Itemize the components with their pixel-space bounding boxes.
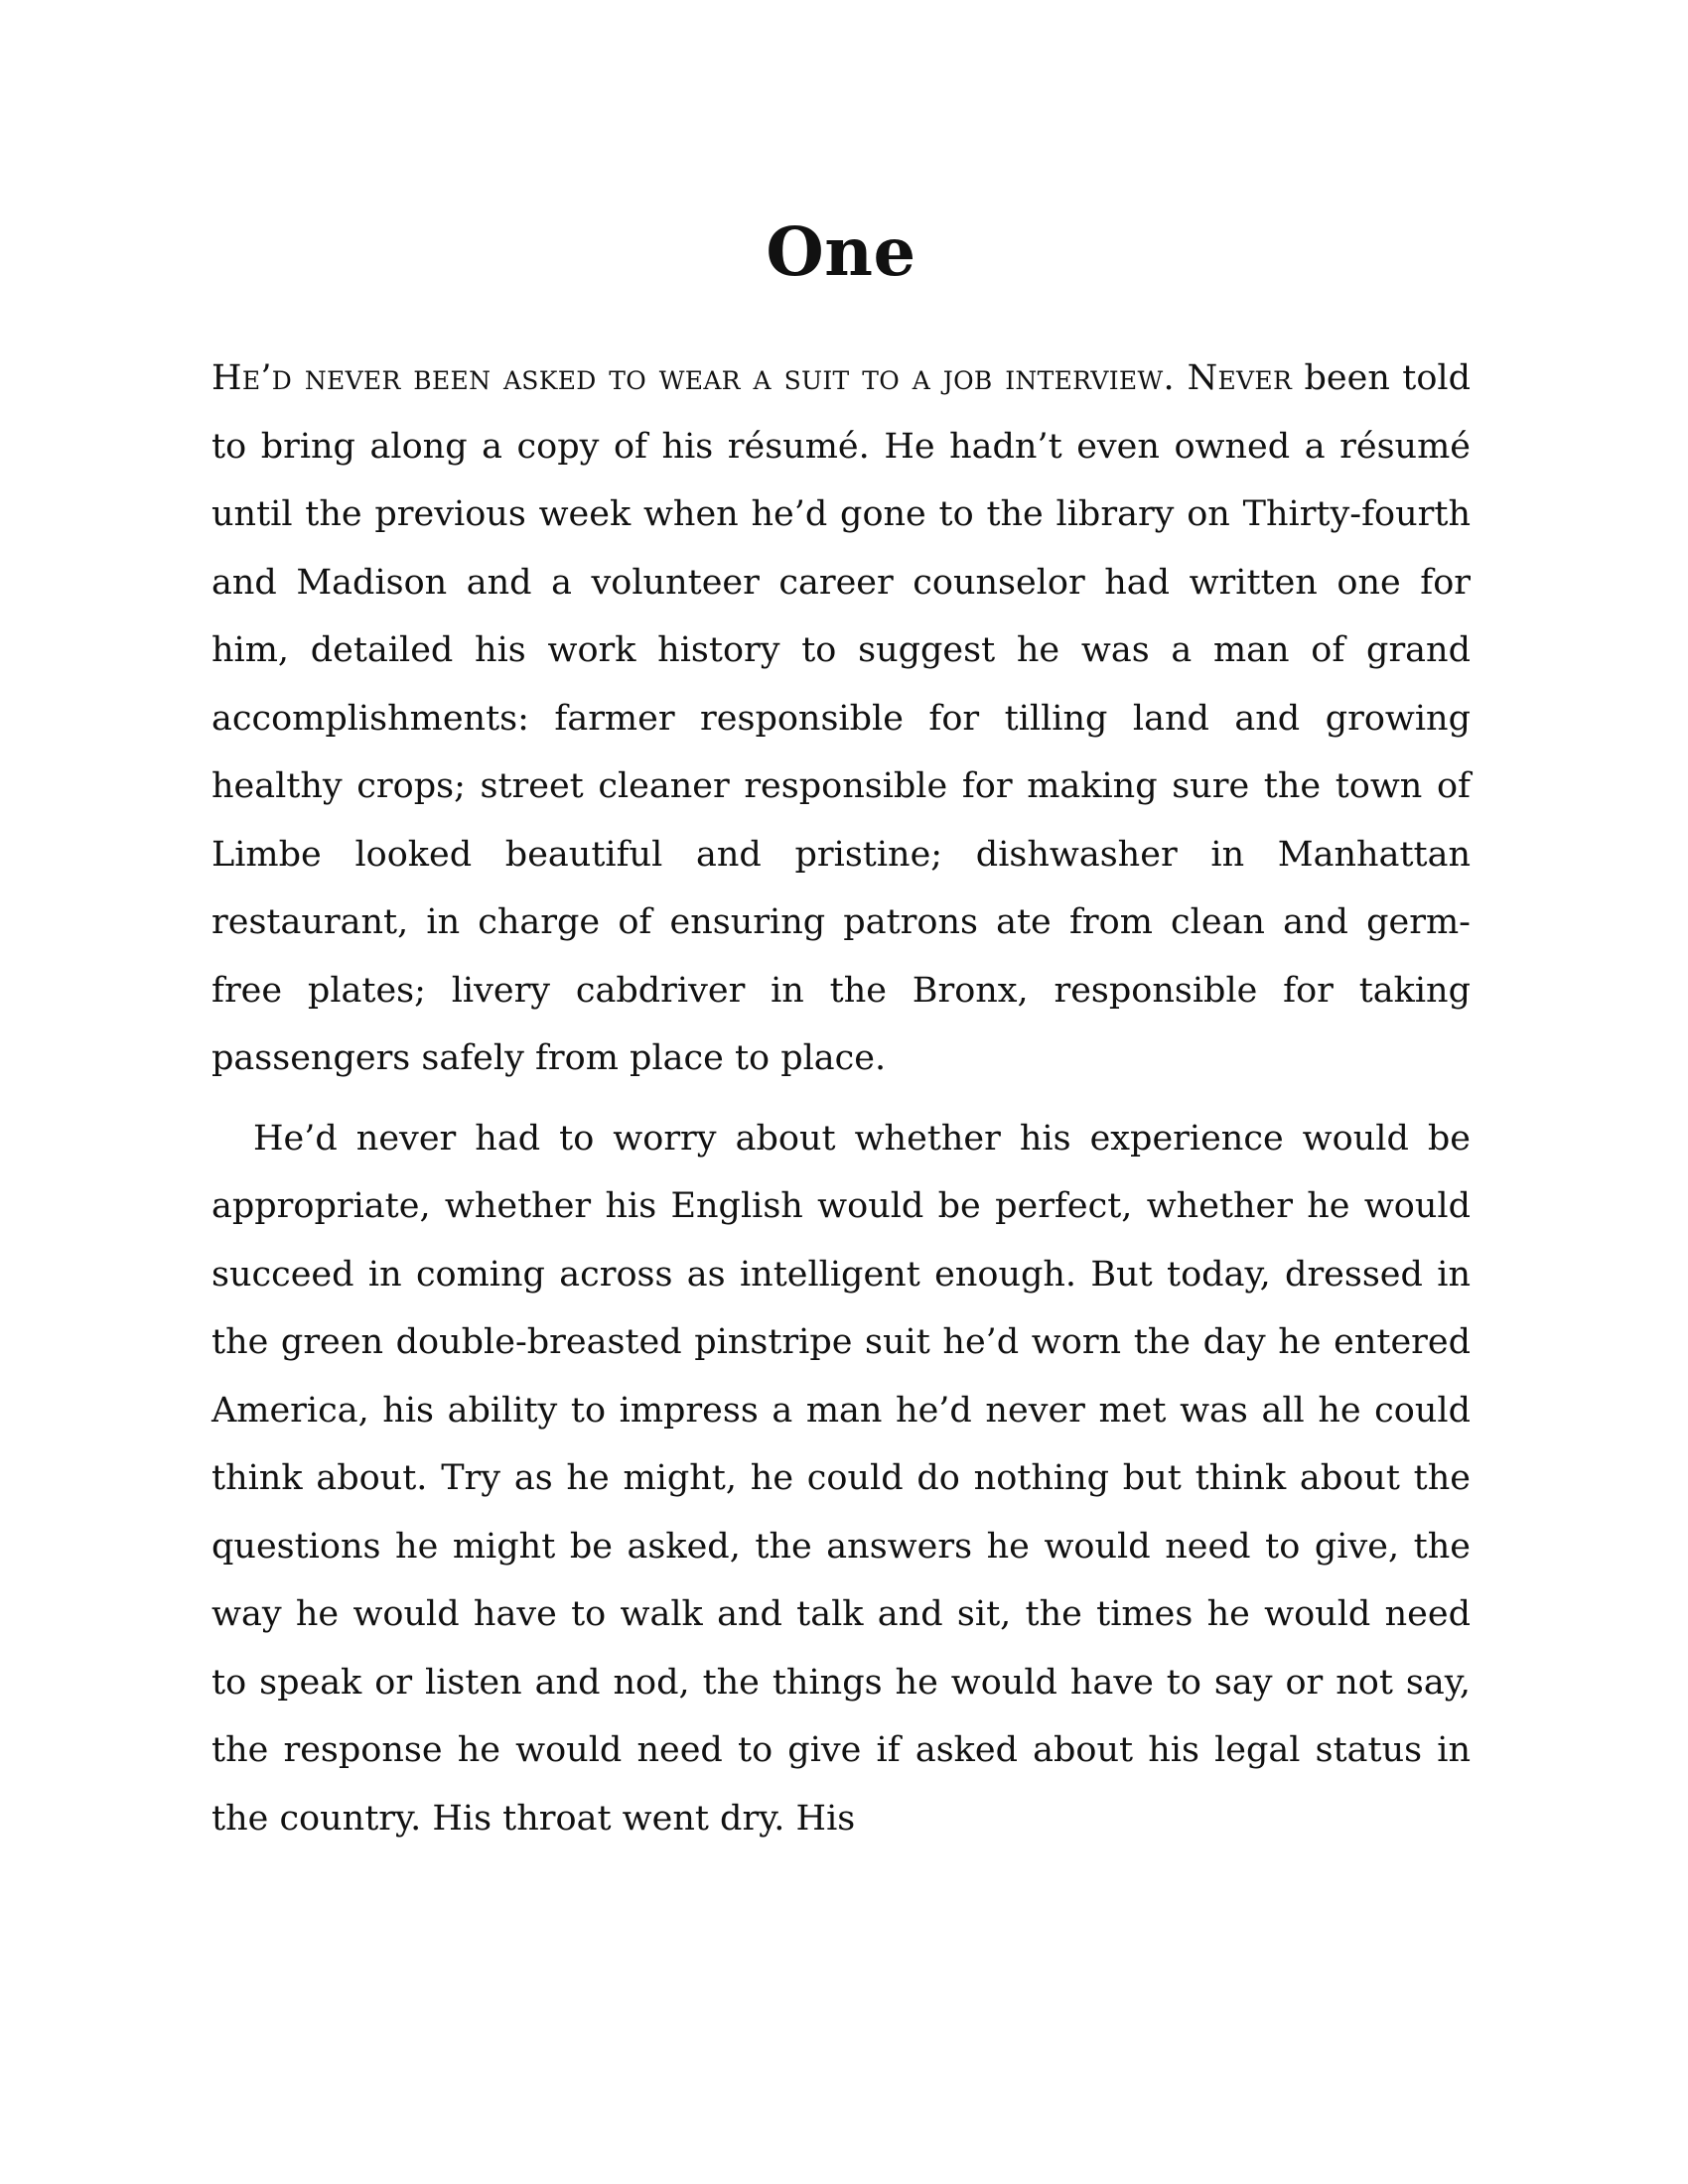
paragraph-1-text: been told to bring along a copy of his résumé. He hadn’t even owned a résumé until the previous week when he’d gone to the library on Thirty-fourth and Madison and a volunteer career counselor had written one for him, detailed his work history to suggest he was a man of grand accomplishments: farmer responsible for tilling land and growing healthy crops; street cleaner responsible for making sure the town of Limbe looked beautiful and pristine; dishwasher in Manhattan restaurant, in charge of ensuring patrons ate from clean and germ-free plates; livery cabdriver in the Bronx, responsible for taking passengers safely from place to place. xyxy=(211,358,1471,1078)
chapter-title: One xyxy=(766,212,916,291)
paragraph-1 xyxy=(211,344,1471,1093)
paragraph-lead-in: He’d never been asked to wear a suit to a job interview. Never xyxy=(211,358,1293,398)
chapter-body xyxy=(211,344,1471,1852)
paragraph-2: He’d never had to worry about whether his experience would be appropriate, whether his English would be perfect, whether he would succeed in coming across as intelligent enough. But today, dressed in the green double-breasted pinstripe suit he’d worn the day he entered America, his ability to impress a man he’d never met was all he could think about. Try as he might, he could do nothing but think about the questions he might be asked, the answers he would need to give, the way he would have to walk and talk and sit, the times he would need to speak or listen and nod, the things he would have to say or not say, the response he would need to give if asked about his legal status in the country. His throat went dry. His xyxy=(211,1118,1471,1839)
